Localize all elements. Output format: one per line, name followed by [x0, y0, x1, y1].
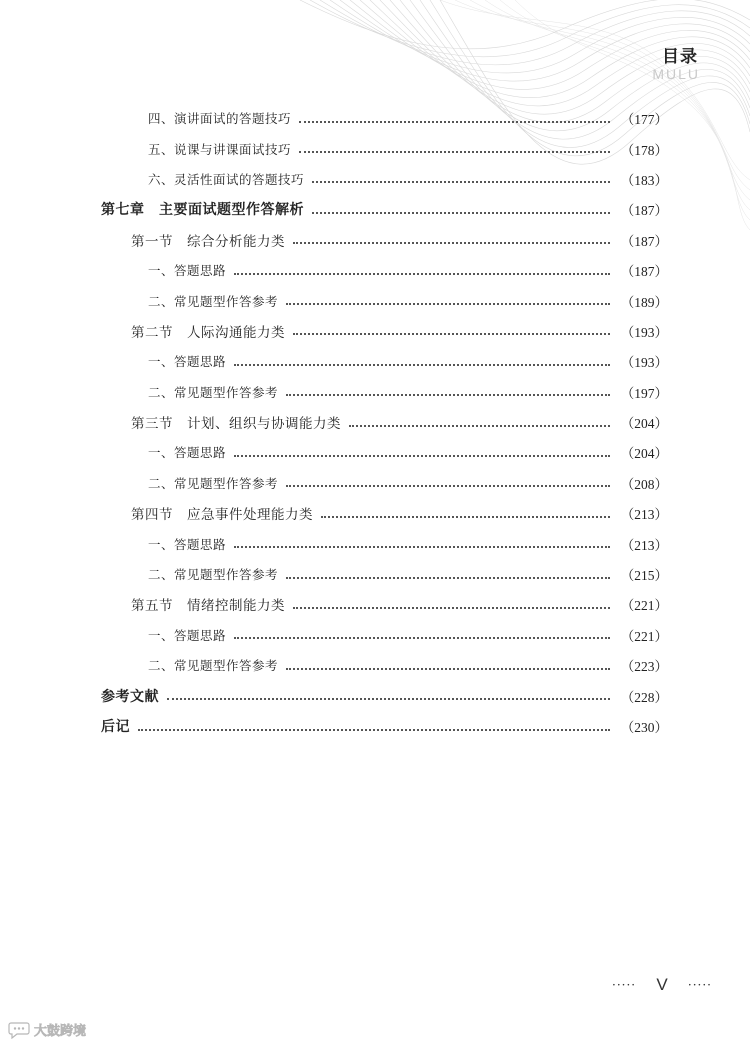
toc-entry-label: 第四节 应急事件处理能力类 — [131, 507, 313, 524]
dot-leader — [293, 606, 610, 609]
toc-entry-section[interactable] — [0, 225, 750, 255]
toc-entry-label: 一、答题思路 — [148, 627, 227, 643]
dot-leader — [234, 272, 610, 275]
toc-entry-label: 五、说课与讲课面试技巧 — [148, 141, 292, 157]
toc-entry-label: 第一节 综合分析能力类 — [131, 233, 285, 250]
toc-entry-label: 后记 — [101, 719, 130, 735]
dot-leader — [312, 180, 610, 183]
toc-entry-label: 四、演讲面试的答题技巧 — [148, 111, 292, 127]
dot-leader — [293, 241, 610, 244]
toc-entry-label: 一、答题思路 — [148, 263, 227, 279]
toc-entry-page-number: （215） — [620, 568, 668, 584]
toc-entry-item[interactable] — [0, 650, 750, 680]
toc-entry-page-number: （177） — [620, 112, 668, 128]
toc-entry-page-number: （204） — [620, 416, 668, 432]
toc-entry-section[interactable] — [0, 407, 750, 437]
watermark — [8, 1020, 86, 1039]
toc-entry-label: 二、常见题型作答参考 — [148, 293, 279, 309]
dot-leader — [299, 120, 610, 123]
toc-entry-label: 第二节 人际沟通能力类 — [131, 324, 285, 341]
watermark-text: 大鼓跨境 — [34, 1024, 87, 1039]
toc-entry-page-number: （221） — [620, 598, 668, 614]
toc-entry-page-number: （178） — [620, 142, 668, 158]
dot-leader — [234, 363, 610, 366]
toc-entry-label: 一、答题思路 — [148, 445, 227, 461]
toc-entry-page-number: （193） — [620, 324, 668, 340]
toc-entry-page-number: （208） — [620, 476, 668, 492]
toc-entry-chapter[interactable] — [0, 711, 750, 741]
dot-leader — [286, 667, 610, 670]
toc-entry-page-number: （223） — [620, 659, 668, 675]
toc-entry-label: 二、常见题型作答参考 — [148, 658, 279, 674]
dot-leader — [349, 424, 610, 427]
table-of-contents — [0, 103, 750, 741]
toc-entry-item[interactable] — [0, 468, 750, 498]
toc-entry-page-number: （197） — [620, 385, 668, 401]
toc-entry-item[interactable] — [0, 620, 750, 650]
toc-entry-label: 第三节 计划、组织与协调能力类 — [131, 416, 341, 433]
toc-entry-label: 第五节 情绪控制能力类 — [131, 598, 285, 615]
dot-leader — [234, 636, 610, 639]
toc-entry-section[interactable] — [0, 316, 750, 346]
dot-leader — [293, 332, 610, 335]
toc-entry-page-number: （189） — [620, 294, 668, 310]
footer-dots-right: ····· — [687, 978, 712, 992]
toc-entry-item[interactable] — [0, 377, 750, 407]
toc-entry-chapter[interactable] — [0, 194, 750, 224]
dot-leader — [234, 454, 610, 457]
toc-entry-label: 一、答题思路 — [148, 536, 227, 552]
toc-entry-page-number: （204） — [620, 446, 668, 462]
dot-leader — [299, 150, 610, 153]
toc-entry-label: 一、答题思路 — [148, 354, 227, 370]
dot-leader — [286, 484, 610, 487]
toc-entry-page-number: （213） — [620, 507, 668, 523]
toc-entry-page-number: （213） — [620, 537, 668, 553]
toc-entry-item[interactable] — [0, 437, 750, 467]
dot-leader — [286, 576, 610, 579]
toc-entry-chapter[interactable] — [0, 680, 750, 710]
footer-dots-left: ····· — [612, 978, 637, 992]
toc-entry-page-number: （221） — [620, 628, 668, 644]
toc-entry-item[interactable] — [0, 164, 750, 194]
dot-leader — [234, 545, 610, 548]
dot-leader — [167, 697, 610, 700]
toc-entry-label: 二、常见题型作答参考 — [148, 475, 279, 491]
page-number: V — [656, 975, 668, 994]
dot-leader — [286, 393, 610, 396]
dot-leader — [286, 302, 610, 305]
toc-entry-item[interactable] — [0, 559, 750, 589]
speech-bubble-logo-icon — [8, 1021, 30, 1039]
toc-entry-page-number: （187） — [620, 264, 668, 280]
toc-entry-page-number: （228） — [620, 689, 668, 705]
toc-entry-item[interactable] — [0, 255, 750, 285]
toc-entry-section[interactable] — [0, 498, 750, 528]
toc-entry-page-number: （183） — [620, 172, 668, 188]
dot-leader — [312, 211, 610, 214]
toc-entry-page-number: （187） — [620, 233, 668, 249]
toc-entry-label: 第七章 主要面试题型作答解析 — [101, 202, 304, 219]
toc-entry-page-number: （230） — [620, 720, 668, 735]
toc-entry-page-number: （187） — [620, 203, 668, 219]
toc-entry-section[interactable] — [0, 589, 750, 619]
page-subtitle: MULU — [652, 66, 700, 82]
page-title: 目录 — [662, 47, 698, 67]
toc-entry-item[interactable] — [0, 528, 750, 558]
toc-entry-item[interactable] — [0, 346, 750, 376]
toc-entry-label: 二、常见题型作答参考 — [148, 384, 279, 400]
toc-entry-label: 参考文献 — [101, 688, 159, 705]
dot-leader — [138, 728, 610, 731]
toc-entry-item[interactable] — [0, 285, 750, 315]
toc-entry-item[interactable] — [0, 103, 750, 133]
toc-entry-label: 二、常见题型作答参考 — [148, 567, 279, 583]
toc-entry-item[interactable] — [0, 133, 750, 163]
page-footer — [612, 973, 712, 997]
toc-entry-page-number: （193） — [620, 355, 668, 371]
toc-entry-label: 六、灵活性面试的答题技巧 — [148, 171, 305, 187]
dot-leader — [321, 515, 610, 518]
